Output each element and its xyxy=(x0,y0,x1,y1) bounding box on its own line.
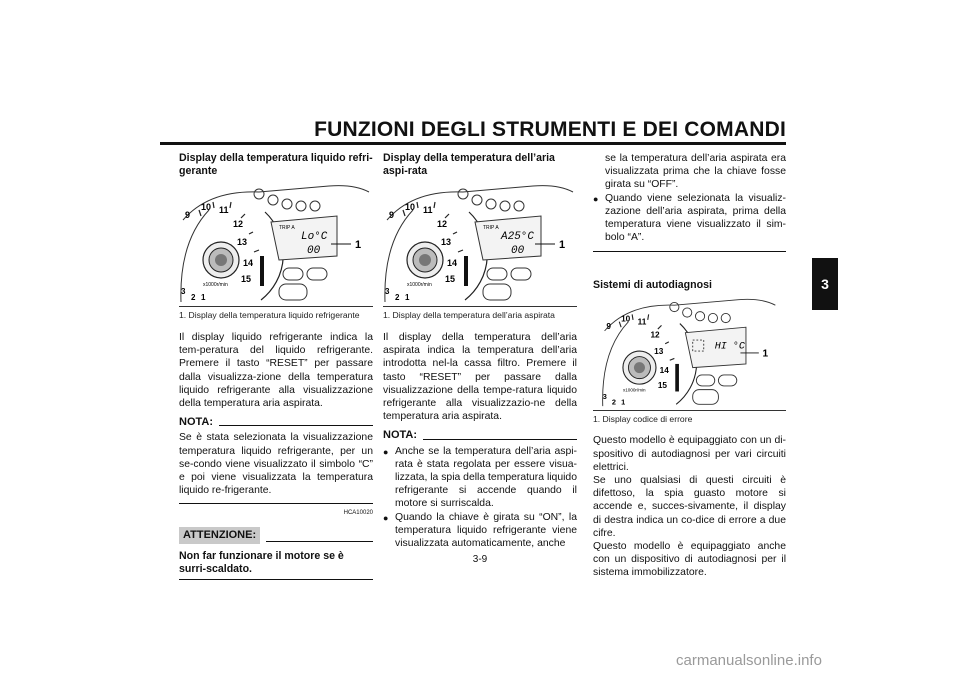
rpm-unit: x1000r/min xyxy=(203,282,228,288)
column-3 xyxy=(593,152,786,580)
tick-11: 11 xyxy=(219,205,229,215)
tick-10: 10 xyxy=(405,202,416,212)
figure-coolant-display xyxy=(179,182,373,304)
low-tick-1: 1 xyxy=(405,293,410,302)
tick-14: 14 xyxy=(447,258,458,268)
nota-label: NOTA: xyxy=(179,416,214,429)
lcd-bottom: 00 xyxy=(511,245,525,257)
callout-1: 1 xyxy=(762,349,769,361)
low-tick-1: 1 xyxy=(621,397,626,407)
tick-11: 11 xyxy=(637,317,647,327)
bullet-text: Quando la chiave è girata su “ON”, la temperatura liquido refrigerante viene visualizzata automaticamente, anche xyxy=(395,511,577,550)
reference-code: HCA10020 xyxy=(343,510,373,517)
figure-air-temp-display xyxy=(383,182,577,304)
low-tick-3: 3 xyxy=(602,392,607,402)
figure-caption: 1. Display codice di errore xyxy=(593,414,693,425)
tick-14: 14 xyxy=(243,258,254,268)
page-header-title: FUNZIONI DEGLI STRUMENTI E DEI COMANDI xyxy=(314,118,786,141)
tick-11: 11 xyxy=(423,205,433,215)
nota-end-rule xyxy=(179,503,373,504)
tick-14: 14 xyxy=(659,366,669,376)
low-tick-3: 3 xyxy=(181,287,186,296)
tick-12: 12 xyxy=(233,219,244,229)
tick-15: 15 xyxy=(445,274,456,284)
body-paragraph: Il display liquido refrigerante indica la tem-peratura del liquido refrigerante. Premere il tasto “RESET” per passare dalla visualizza-zione della temperatura liquido refrigerante alla visualizzazione della temperatura aria aspirata. xyxy=(179,332,373,410)
bullet-text: Quando viene selezionata la visualiz-zazione dell’aria aspirata, prima della temperatura viene visualizzato il sim-bolo “A”. xyxy=(605,192,786,244)
tick-10: 10 xyxy=(621,315,631,325)
nota-label: NOTA: xyxy=(383,429,418,442)
tick-13: 13 xyxy=(237,237,248,247)
attenzione-heading xyxy=(179,527,373,544)
low-tick-2: 2 xyxy=(611,397,617,407)
section-heading-coolant: Display della temperatura liquido refri-gerante xyxy=(179,152,373,177)
section-heading-self-diagnosis: Sistemi di autodiagnosi xyxy=(593,279,712,292)
attenzione-label: ATTENZIONE: xyxy=(179,527,260,544)
dashboard-illustration xyxy=(593,296,786,408)
low-tick-2: 2 xyxy=(191,293,196,302)
dashboard-illustration xyxy=(383,182,577,304)
lcd-top: A25°C xyxy=(501,231,535,243)
rpm-unit: x1000r/min xyxy=(407,282,432,288)
low-tick-3: 3 xyxy=(385,287,390,296)
tick-13: 13 xyxy=(654,347,664,357)
body-paragraph: Questo modello è equipaggiato anche con un dispositivo di autodiagnosi per il sistema immobilizzatore. xyxy=(593,541,786,579)
callout-1: 1 xyxy=(355,239,362,251)
nota-bullet xyxy=(383,445,577,511)
section-heading-air-temp: Display della temperatura dell’aria aspi-rata xyxy=(383,152,555,177)
bullet-dot: ● xyxy=(593,193,599,204)
rpm-unit: x1000r/min xyxy=(622,387,646,393)
trip-label: TRIP A xyxy=(483,225,499,231)
tick-9: 9 xyxy=(606,322,612,332)
column-1 xyxy=(179,152,373,580)
low-tick-2: 2 xyxy=(395,293,400,302)
bullet-text: se la temperatura dell’aria aspirata era visualizzata prima che la chiave fosse girata su “OFF”. xyxy=(605,153,786,191)
attenzione-text: Non far funzionare il motore se è surri-scaldato. xyxy=(179,549,344,575)
nota-end-rule xyxy=(593,251,786,252)
callout-1: 1 xyxy=(559,239,566,251)
nota-bullet xyxy=(593,192,786,245)
attenzione-end-rule xyxy=(179,579,373,580)
low-tick-1: 1 xyxy=(201,293,206,302)
tick-9: 9 xyxy=(185,210,191,220)
column-2 xyxy=(383,152,577,550)
tick-15: 15 xyxy=(241,274,252,284)
bullet-dot: ● xyxy=(383,446,389,457)
nota-bullet-continued xyxy=(593,152,786,192)
figure-rule xyxy=(179,306,373,307)
nota-heading xyxy=(179,416,373,429)
bullet-dot: ● xyxy=(383,512,389,523)
figure-caption: 1. Display della temperatura dell’aria aspirata xyxy=(383,310,555,320)
header-rule xyxy=(160,142,786,145)
body-paragraph: Se uno qualsiasi di questi circuiti è difettoso, la spia guasto motore si accende e, succes-sivamente, il display di destra indica un co-dice di errore a due cifre. xyxy=(593,475,786,539)
figure-caption: 1. Display della temperatura liquido refrigerante xyxy=(179,310,360,320)
body-paragraph: Questo modello è equipaggiato con un di-spositivo di autodiagnosi per vari circuiti elettrici. xyxy=(593,435,786,473)
tick-10: 10 xyxy=(201,202,212,212)
bullet-text: Anche se la temperatura dell’aria aspi-rata è stata regolata per essere visua-lizzata, la spia della temperatura liquido refrigerante si accende quando il motore si surriscalda. xyxy=(395,445,577,510)
dashboard-illustration xyxy=(179,182,373,304)
watermark: carmanualsonline.info xyxy=(676,652,822,669)
body-paragraph: Il display della temperatura dell’aria aspirata indica la temperatura dell’aria introdotta nel-la cassa filtro. Premere il tasto “RESET” per passare dalla visualizzazione della tempe-ratura liquido refrigerante alla visualizzazio-ne della temperatura aria aspirata. xyxy=(383,332,577,423)
tick-15: 15 xyxy=(657,381,668,391)
figure-error-code-display xyxy=(593,296,786,408)
lcd-top: HI °C xyxy=(714,341,745,353)
lcd-top: Lo°C xyxy=(301,231,328,243)
lcd-bottom: 00 xyxy=(307,245,321,257)
tick-12: 12 xyxy=(437,219,448,229)
figure-rule xyxy=(383,306,577,307)
page-number: 3-9 xyxy=(472,554,488,565)
chapter-tab: 3 xyxy=(812,258,838,310)
tick-12: 12 xyxy=(650,330,660,340)
trip-label: TRIP A xyxy=(279,225,295,231)
nota-heading xyxy=(383,429,577,442)
tick-13: 13 xyxy=(441,237,452,247)
figure-rule xyxy=(593,410,786,411)
nota-text: Se è stata selezionata la visualizzazione temperatura liquido refrigerante, per un se-condo viene visualizzato il simbolo “C” e poi viene visualizzata la temperatura liquido re-frigerante. xyxy=(179,432,373,497)
nota-bullet xyxy=(383,511,577,551)
tick-9: 9 xyxy=(389,210,395,220)
